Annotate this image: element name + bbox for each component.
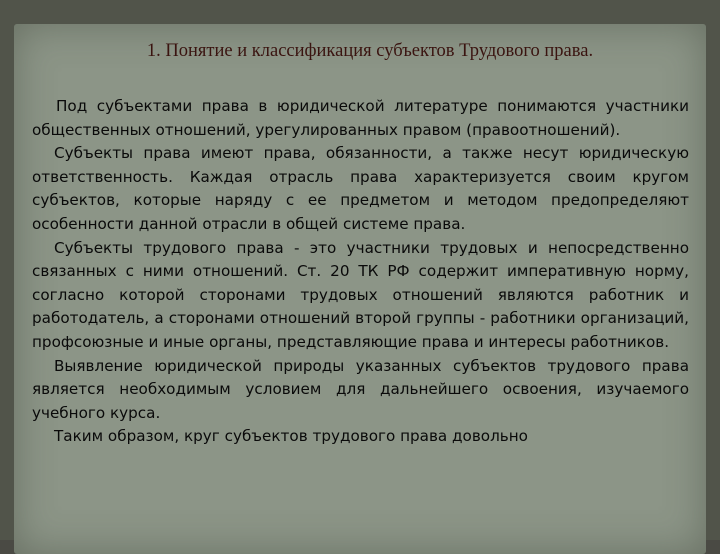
slide-title: 1. Понятие и классификация субъектов Трудового права.: [146, 41, 594, 61]
body-paragraph: Таким образом, круг субъектов трудового права довольно: [54, 427, 528, 446]
body-paragraph: Субъекты права имеют права, обязанности, а также несут юридическую ответственность. Каждая отрасль права характеризуется своим кругом субъектов, которые наряду с ее предметом и методом предопределяют особенности данной отрасли в общей системе права.: [32, 144, 689, 233]
body-paragraph: Выявление юридической природы указанных субъектов трудового права является необходимым условием для дальнейшего освоения, изучаемого учебного курса.: [32, 356, 689, 422]
slide-body: [32, 95, 689, 449]
body-paragraph: Под субъектами права в юридической литературе понимаются участники общественных отношений, урегулированных правом (правоотношений).: [32, 97, 689, 139]
body-paragraph: Субъекты трудового права - это участники трудовых и непосредственно связанных с ними отношений. Ст. 20 ТК РФ содержит императивную норму, согласно которой сторонами трудовых отношений являются работник и работодатель, а сторонами отношений второй группы - работники организаций, профсоюзные и иные органы, представляющие права и интересы работников.: [32, 238, 689, 351]
